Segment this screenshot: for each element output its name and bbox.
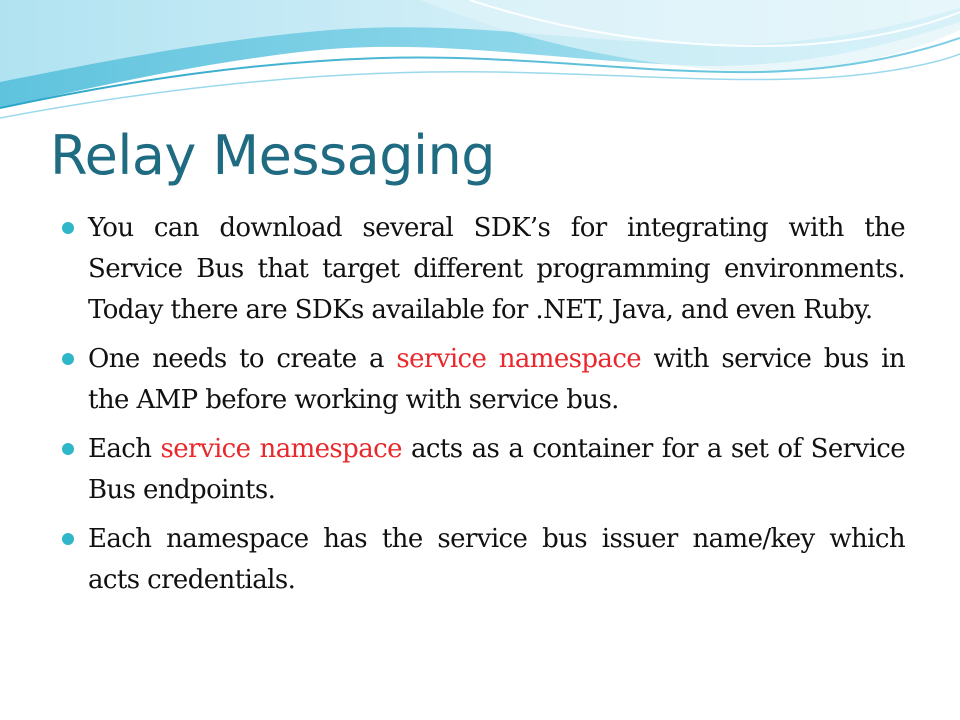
bullet-text-before: Each: [88, 434, 161, 464]
bullet-text-after: with service bus in the AMP before working with service bus.: [88, 344, 905, 415]
bullet-text-after: acts as a container for a set of Service Bus endpoints.: [88, 434, 905, 505]
bullet-text-before: One needs to create a: [88, 344, 397, 374]
bullet-icon: [62, 443, 74, 455]
highlighted-term: service namespace: [396, 344, 642, 374]
bullet-item: [88, 519, 905, 601]
bullet-list: [88, 208, 905, 609]
bullet-text: You can download several SDK’s for integrating with the Service Bus that target different programming environments. Today there are SDKs available for .NET, Java, and even Ruby.: [88, 213, 905, 325]
bullet-item: [88, 339, 905, 421]
highlighted-term: service namespace: [160, 434, 402, 464]
bullet-item: [88, 429, 905, 511]
bullet-item: [88, 208, 905, 331]
bullet-icon: [62, 353, 74, 365]
bullet-text: Each namespace has the service bus issuer name/key which acts credentials.: [88, 524, 905, 595]
slide-title: Relay Messaging: [50, 124, 495, 187]
bullet-icon: [62, 533, 74, 545]
header-wave-decoration: [0, 0, 960, 130]
bullet-icon: [62, 222, 74, 234]
